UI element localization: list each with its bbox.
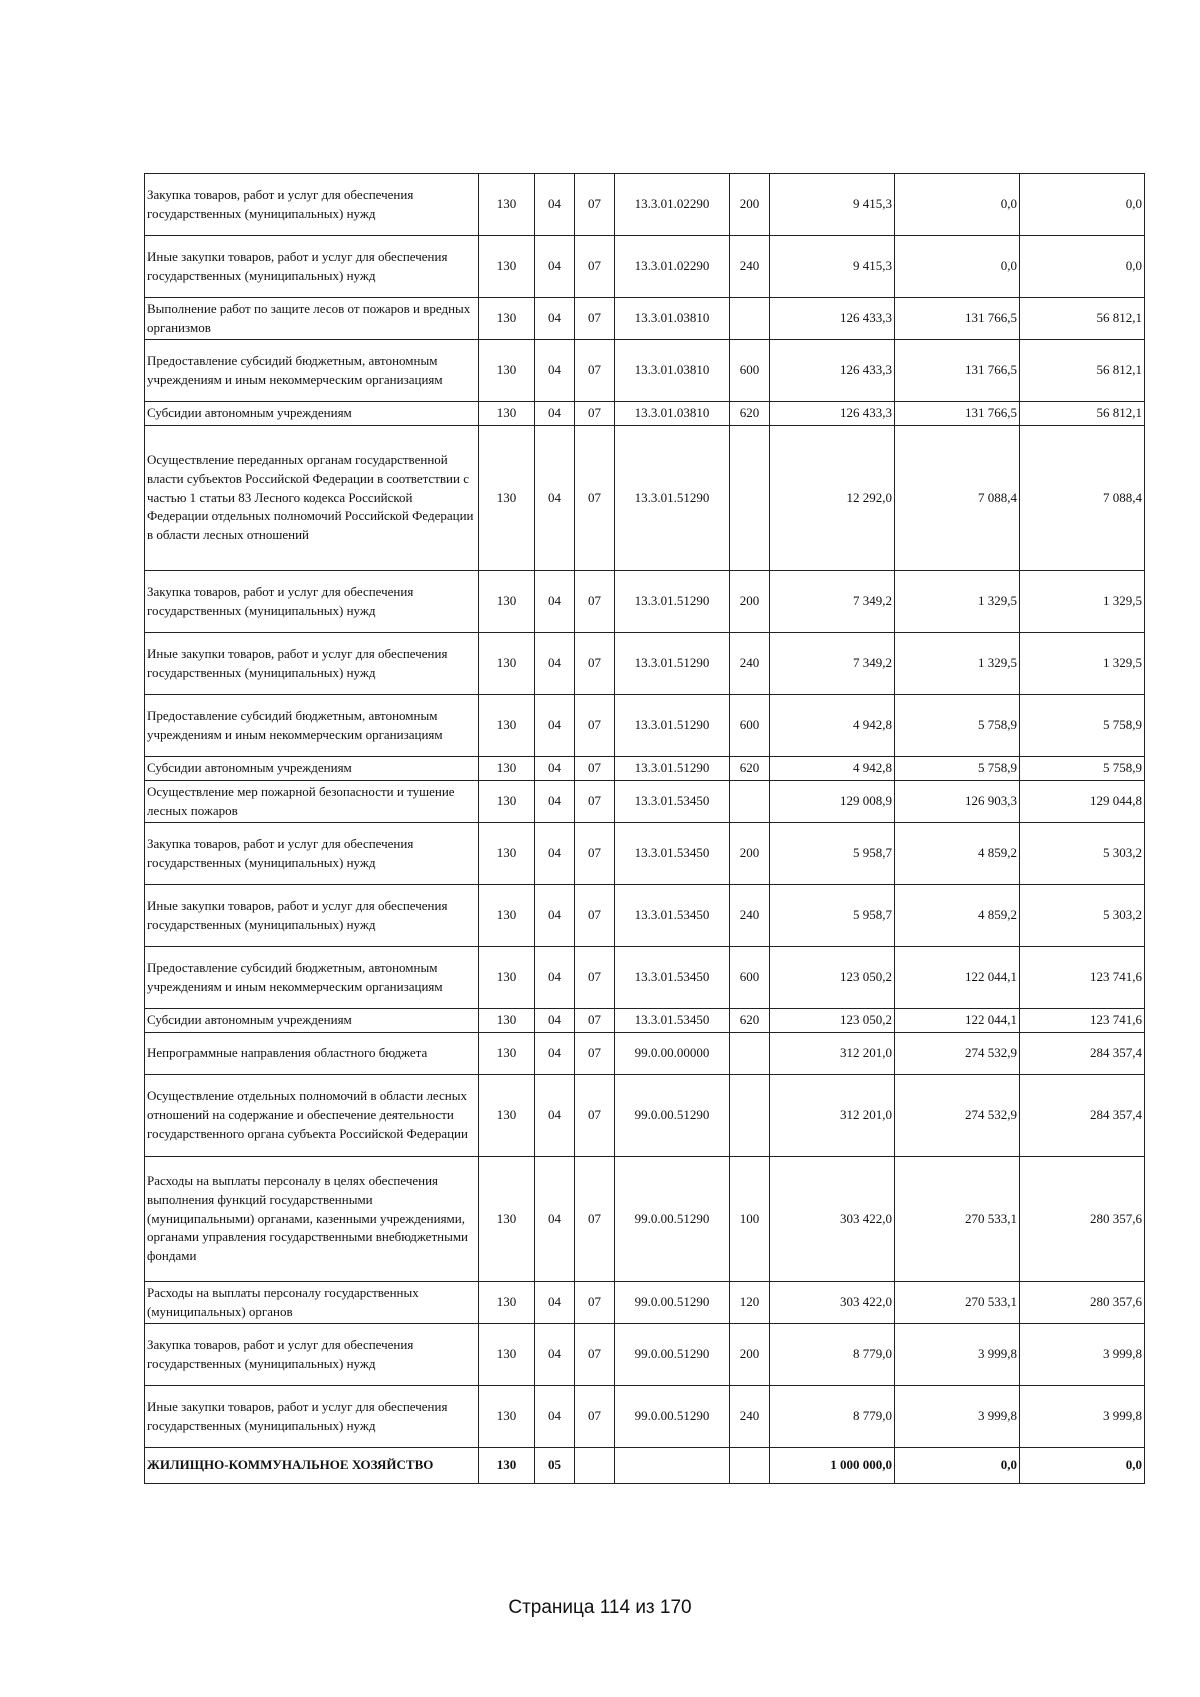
cell-target-article: 13.3.01.53450 — [615, 885, 730, 947]
cell-expense-type: 200 — [730, 1324, 770, 1386]
cell-expense-type: 200 — [730, 174, 770, 236]
cell-section: 04 — [535, 757, 575, 781]
cell-name: Закупка товаров, работ и услуг для обеспечения государственных (муниципальных) нужд — [145, 174, 479, 236]
cell-amount-2: 5 758,9 — [895, 695, 1020, 757]
cell-section: 04 — [535, 633, 575, 695]
cell-amount-1: 312 201,0 — [770, 1033, 895, 1075]
cell-name: Иные закупки товаров, работ и услуг для обеспечения государственных (муниципальных) нужд — [145, 236, 479, 298]
cell-amount-1: 1 000 000,0 — [770, 1448, 895, 1484]
cell-amount-1: 126 433,3 — [770, 340, 895, 402]
cell-expense-type — [730, 1448, 770, 1484]
table-row — [145, 757, 1145, 781]
cell-target-article: 99.0.00.51290 — [615, 1324, 730, 1386]
cell-target-article: 13.3.01.02290 — [615, 174, 730, 236]
cell-amount-2: 274 532,9 — [895, 1033, 1020, 1075]
cell-amount-2: 4 859,2 — [895, 885, 1020, 947]
cell-target-article: 13.3.01.53450 — [615, 947, 730, 1009]
cell-expense-type: 240 — [730, 236, 770, 298]
cell-name: Иные закупки товаров, работ и услуг для обеспечения государственных (муниципальных) нужд — [145, 1386, 479, 1448]
cell-amount-3: 56 812,1 — [1020, 298, 1145, 340]
cell-amount-3: 7 088,4 — [1020, 426, 1145, 571]
cell-section: 04 — [535, 947, 575, 1009]
table-row — [145, 781, 1145, 823]
cell-expense-type: 100 — [730, 1157, 770, 1282]
cell-section: 04 — [535, 1033, 575, 1075]
cell-amount-1: 312 201,0 — [770, 1075, 895, 1157]
cell-amount-2: 131 766,5 — [895, 298, 1020, 340]
cell-subsection — [575, 1448, 615, 1484]
cell-expense-type: 620 — [730, 1009, 770, 1033]
cell-subsection: 07 — [575, 402, 615, 426]
cell-target-article: 99.0.00.51290 — [615, 1282, 730, 1324]
cell-name: Непрограммные направления областного бюджета — [145, 1033, 479, 1075]
cell-amount-1: 5 958,7 — [770, 885, 895, 947]
cell-name: Субсидии автономным учреждениям — [145, 1009, 479, 1033]
table-row — [145, 174, 1145, 236]
table-row — [145, 340, 1145, 402]
table-row — [145, 236, 1145, 298]
cell-amount-3: 56 812,1 — [1020, 340, 1145, 402]
cell-section: 04 — [535, 1009, 575, 1033]
cell-expense-type: 240 — [730, 885, 770, 947]
cell-amount-1: 123 050,2 — [770, 1009, 895, 1033]
cell-subsection: 07 — [575, 340, 615, 402]
cell-ministry: 130 — [479, 947, 535, 1009]
cell-ministry: 130 — [479, 426, 535, 571]
cell-target-article: 99.0.00.00000 — [615, 1033, 730, 1075]
cell-amount-2: 0,0 — [895, 236, 1020, 298]
cell-amount-2: 3 999,8 — [895, 1324, 1020, 1386]
cell-section: 04 — [535, 885, 575, 947]
cell-target-article — [615, 1448, 730, 1484]
cell-target-article: 13.3.01.51290 — [615, 633, 730, 695]
cell-expense-type — [730, 1075, 770, 1157]
cell-amount-2: 270 533,1 — [895, 1157, 1020, 1282]
cell-target-article: 99.0.00.51290 — [615, 1386, 730, 1448]
cell-name: Предоставление субсидий бюджетным, автономным учреждениям и иным некоммерческим организациям — [145, 695, 479, 757]
cell-amount-1: 126 433,3 — [770, 402, 895, 426]
table-row — [145, 1033, 1145, 1075]
cell-expense-type — [730, 426, 770, 571]
cell-ministry: 130 — [479, 571, 535, 633]
cell-section: 04 — [535, 174, 575, 236]
cell-ministry: 130 — [479, 1157, 535, 1282]
table-row — [145, 885, 1145, 947]
cell-target-article: 13.3.01.53450 — [615, 781, 730, 823]
table-row — [145, 571, 1145, 633]
cell-amount-1: 12 292,0 — [770, 426, 895, 571]
table-row — [145, 402, 1145, 426]
cell-amount-1: 5 958,7 — [770, 823, 895, 885]
cell-amount-2: 131 766,5 — [895, 402, 1020, 426]
table-row — [145, 1386, 1145, 1448]
cell-section: 05 — [535, 1448, 575, 1484]
cell-amount-3: 5 303,2 — [1020, 885, 1145, 947]
cell-amount-2: 0,0 — [895, 174, 1020, 236]
cell-subsection: 07 — [575, 1282, 615, 1324]
cell-name: Осуществление отдельных полномочий в области лесных отношений на содержание и обеспечение деятельности государственного органа субъекта Российской Федерации — [145, 1075, 479, 1157]
cell-ministry: 130 — [479, 1075, 535, 1157]
cell-ministry: 130 — [479, 174, 535, 236]
cell-section: 04 — [535, 298, 575, 340]
cell-subsection: 07 — [575, 757, 615, 781]
cell-subsection: 07 — [575, 885, 615, 947]
cell-expense-type: 200 — [730, 823, 770, 885]
cell-amount-1: 4 942,8 — [770, 757, 895, 781]
cell-ministry: 130 — [479, 757, 535, 781]
cell-ministry: 130 — [479, 298, 535, 340]
cell-amount-3: 280 357,6 — [1020, 1282, 1145, 1324]
table-row — [145, 823, 1145, 885]
cell-ministry: 130 — [479, 633, 535, 695]
cell-name: Расходы на выплаты персоналу государственных (муниципальных) органов — [145, 1282, 479, 1324]
cell-section: 04 — [535, 1324, 575, 1386]
cell-target-article: 13.3.01.02290 — [615, 236, 730, 298]
cell-name: Предоставление субсидий бюджетным, автономным учреждениям и иным некоммерческим организациям — [145, 947, 479, 1009]
cell-amount-3: 3 999,8 — [1020, 1324, 1145, 1386]
cell-amount-3: 123 741,6 — [1020, 1009, 1145, 1033]
cell-name: Осуществление переданных органам государственной власти субъектов Российской Федерации в соответствии с частью 1 статьи 83 Лесного кодекса Российской Федерации отдельных полномочий Российской Федерации в области лесных отношений — [145, 426, 479, 571]
cell-amount-3: 5 758,9 — [1020, 695, 1145, 757]
table-row — [145, 1075, 1145, 1157]
cell-amount-3: 5 303,2 — [1020, 823, 1145, 885]
cell-amount-3: 0,0 — [1020, 174, 1145, 236]
cell-amount-2: 1 329,5 — [895, 633, 1020, 695]
cell-target-article: 13.3.01.03810 — [615, 340, 730, 402]
cell-subsection: 07 — [575, 571, 615, 633]
cell-expense-type — [730, 781, 770, 823]
cell-expense-type: 120 — [730, 1282, 770, 1324]
cell-ministry: 130 — [479, 1282, 535, 1324]
table-row — [145, 1324, 1145, 1386]
cell-name: Закупка товаров, работ и услуг для обеспечения государственных (муниципальных) нужд — [145, 571, 479, 633]
cell-expense-type — [730, 1033, 770, 1075]
cell-amount-1: 7 349,2 — [770, 571, 895, 633]
cell-subsection: 07 — [575, 236, 615, 298]
cell-amount-3: 280 357,6 — [1020, 1157, 1145, 1282]
cell-ministry: 130 — [479, 1009, 535, 1033]
cell-amount-3: 0,0 — [1020, 1448, 1145, 1484]
cell-amount-1: 4 942,8 — [770, 695, 895, 757]
cell-expense-type: 240 — [730, 1386, 770, 1448]
cell-section: 04 — [535, 1157, 575, 1282]
cell-expense-type: 200 — [730, 571, 770, 633]
table-row — [145, 1157, 1145, 1282]
cell-amount-2: 4 859,2 — [895, 823, 1020, 885]
cell-amount-2: 7 088,4 — [895, 426, 1020, 571]
cell-name: Выполнение работ по защите лесов от пожаров и вредных организмов — [145, 298, 479, 340]
table-row — [145, 633, 1145, 695]
cell-section: 04 — [535, 695, 575, 757]
cell-name: ЖИЛИЩНО-КОММУНАЛЬНОЕ ХОЗЯЙСТВО — [145, 1448, 479, 1484]
cell-amount-2: 0,0 — [895, 1448, 1020, 1484]
cell-ministry: 130 — [479, 695, 535, 757]
cell-ministry: 130 — [479, 1324, 535, 1386]
cell-amount-2: 270 533,1 — [895, 1282, 1020, 1324]
cell-amount-1: 7 349,2 — [770, 633, 895, 695]
cell-amount-3: 284 357,4 — [1020, 1033, 1145, 1075]
table-row — [145, 947, 1145, 1009]
cell-expense-type: 600 — [730, 947, 770, 1009]
cell-ministry: 130 — [479, 236, 535, 298]
cell-subsection: 07 — [575, 1033, 615, 1075]
cell-subsection: 07 — [575, 633, 615, 695]
cell-section: 04 — [535, 781, 575, 823]
cell-amount-2: 122 044,1 — [895, 947, 1020, 1009]
cell-ministry: 130 — [479, 402, 535, 426]
cell-section: 04 — [535, 236, 575, 298]
page-number: Страница 114 из 170 — [508, 1597, 692, 1618]
cell-amount-3: 129 044,8 — [1020, 781, 1145, 823]
cell-ministry: 130 — [479, 1033, 535, 1075]
cell-amount-1: 126 433,3 — [770, 298, 895, 340]
cell-subsection: 07 — [575, 1324, 615, 1386]
cell-subsection: 07 — [575, 781, 615, 823]
cell-ministry: 130 — [479, 1448, 535, 1484]
cell-name: Иные закупки товаров, работ и услуг для обеспечения государственных (муниципальных) нужд — [145, 885, 479, 947]
cell-subsection: 07 — [575, 1075, 615, 1157]
cell-amount-3: 5 758,9 — [1020, 757, 1145, 781]
cell-section: 04 — [535, 1282, 575, 1324]
cell-ministry: 130 — [479, 823, 535, 885]
cell-target-article: 13.3.01.51290 — [615, 426, 730, 571]
cell-subsection: 07 — [575, 947, 615, 1009]
cell-amount-3: 3 999,8 — [1020, 1386, 1145, 1448]
table-row — [145, 1009, 1145, 1033]
cell-target-article: 99.0.00.51290 — [615, 1075, 730, 1157]
cell-section: 04 — [535, 340, 575, 402]
cell-amount-1: 129 008,9 — [770, 781, 895, 823]
cell-amount-3: 123 741,6 — [1020, 947, 1145, 1009]
cell-subsection: 07 — [575, 1157, 615, 1282]
cell-amount-2: 274 532,9 — [895, 1075, 1020, 1157]
cell-target-article: 13.3.01.51290 — [615, 757, 730, 781]
cell-subsection: 07 — [575, 298, 615, 340]
cell-name: Расходы на выплаты персоналу в целях обеспечения выполнения функций государственными (муниципальными) органами, казенными учреждениями, органами управления государственными внебюджетными фондами — [145, 1157, 479, 1282]
cell-amount-2: 3 999,8 — [895, 1386, 1020, 1448]
cell-name: Субсидии автономным учреждениям — [145, 402, 479, 426]
cell-amount-2: 126 903,3 — [895, 781, 1020, 823]
cell-amount-1: 8 779,0 — [770, 1324, 895, 1386]
cell-name: Иные закупки товаров, работ и услуг для обеспечения государственных (муниципальных) нужд — [145, 633, 479, 695]
cell-target-article: 13.3.01.53450 — [615, 1009, 730, 1033]
cell-section: 04 — [535, 402, 575, 426]
cell-name: Субсидии автономным учреждениям — [145, 757, 479, 781]
cell-section: 04 — [535, 1075, 575, 1157]
cell-amount-1: 303 422,0 — [770, 1282, 895, 1324]
cell-subsection: 07 — [575, 426, 615, 571]
cell-expense-type: 600 — [730, 340, 770, 402]
cell-subsection: 07 — [575, 1386, 615, 1448]
cell-target-article: 99.0.00.51290 — [615, 1157, 730, 1282]
cell-ministry: 130 — [479, 885, 535, 947]
cell-amount-1: 123 050,2 — [770, 947, 895, 1009]
cell-section: 04 — [535, 823, 575, 885]
cell-target-article: 13.3.01.53450 — [615, 823, 730, 885]
table-row — [145, 695, 1145, 757]
cell-amount-1: 303 422,0 — [770, 1157, 895, 1282]
table-row — [145, 298, 1145, 340]
table-row — [145, 1448, 1145, 1484]
cell-expense-type: 600 — [730, 695, 770, 757]
cell-amount-3: 1 329,5 — [1020, 633, 1145, 695]
cell-amount-3: 1 329,5 — [1020, 571, 1145, 633]
cell-amount-3: 284 357,4 — [1020, 1075, 1145, 1157]
table-row — [145, 1282, 1145, 1324]
cell-amount-1: 8 779,0 — [770, 1386, 895, 1448]
cell-expense-type: 620 — [730, 402, 770, 426]
cell-target-article: 13.3.01.51290 — [615, 571, 730, 633]
cell-expense-type: 240 — [730, 633, 770, 695]
cell-target-article: 13.3.01.51290 — [615, 695, 730, 757]
cell-subsection: 07 — [575, 823, 615, 885]
budget-table — [144, 173, 1145, 1484]
cell-ministry: 130 — [479, 781, 535, 823]
cell-name: Закупка товаров, работ и услуг для обеспечения государственных (муниципальных) нужд — [145, 1324, 479, 1386]
cell-name: Предоставление субсидий бюджетным, автономным учреждениям и иным некоммерческим организациям — [145, 340, 479, 402]
cell-amount-1: 9 415,3 — [770, 174, 895, 236]
cell-amount-2: 131 766,5 — [895, 340, 1020, 402]
cell-amount-2: 1 329,5 — [895, 571, 1020, 633]
cell-section: 04 — [535, 571, 575, 633]
cell-ministry: 130 — [479, 1386, 535, 1448]
table-row — [145, 426, 1145, 571]
cell-expense-type: 620 — [730, 757, 770, 781]
cell-expense-type — [730, 298, 770, 340]
cell-ministry: 130 — [479, 340, 535, 402]
cell-amount-1: 9 415,3 — [770, 236, 895, 298]
cell-name: Закупка товаров, работ и услуг для обеспечения государственных (муниципальных) нужд — [145, 823, 479, 885]
cell-section: 04 — [535, 426, 575, 571]
cell-subsection: 07 — [575, 695, 615, 757]
cell-target-article: 13.3.01.03810 — [615, 402, 730, 426]
cell-section: 04 — [535, 1386, 575, 1448]
cell-amount-2: 122 044,1 — [895, 1009, 1020, 1033]
cell-amount-2: 5 758,9 — [895, 757, 1020, 781]
cell-target-article: 13.3.01.03810 — [615, 298, 730, 340]
cell-name: Осуществление мер пожарной безопасности и тушение лесных пожаров — [145, 781, 479, 823]
cell-subsection: 07 — [575, 1009, 615, 1033]
cell-amount-3: 56 812,1 — [1020, 402, 1145, 426]
cell-amount-3: 0,0 — [1020, 236, 1145, 298]
cell-subsection: 07 — [575, 174, 615, 236]
